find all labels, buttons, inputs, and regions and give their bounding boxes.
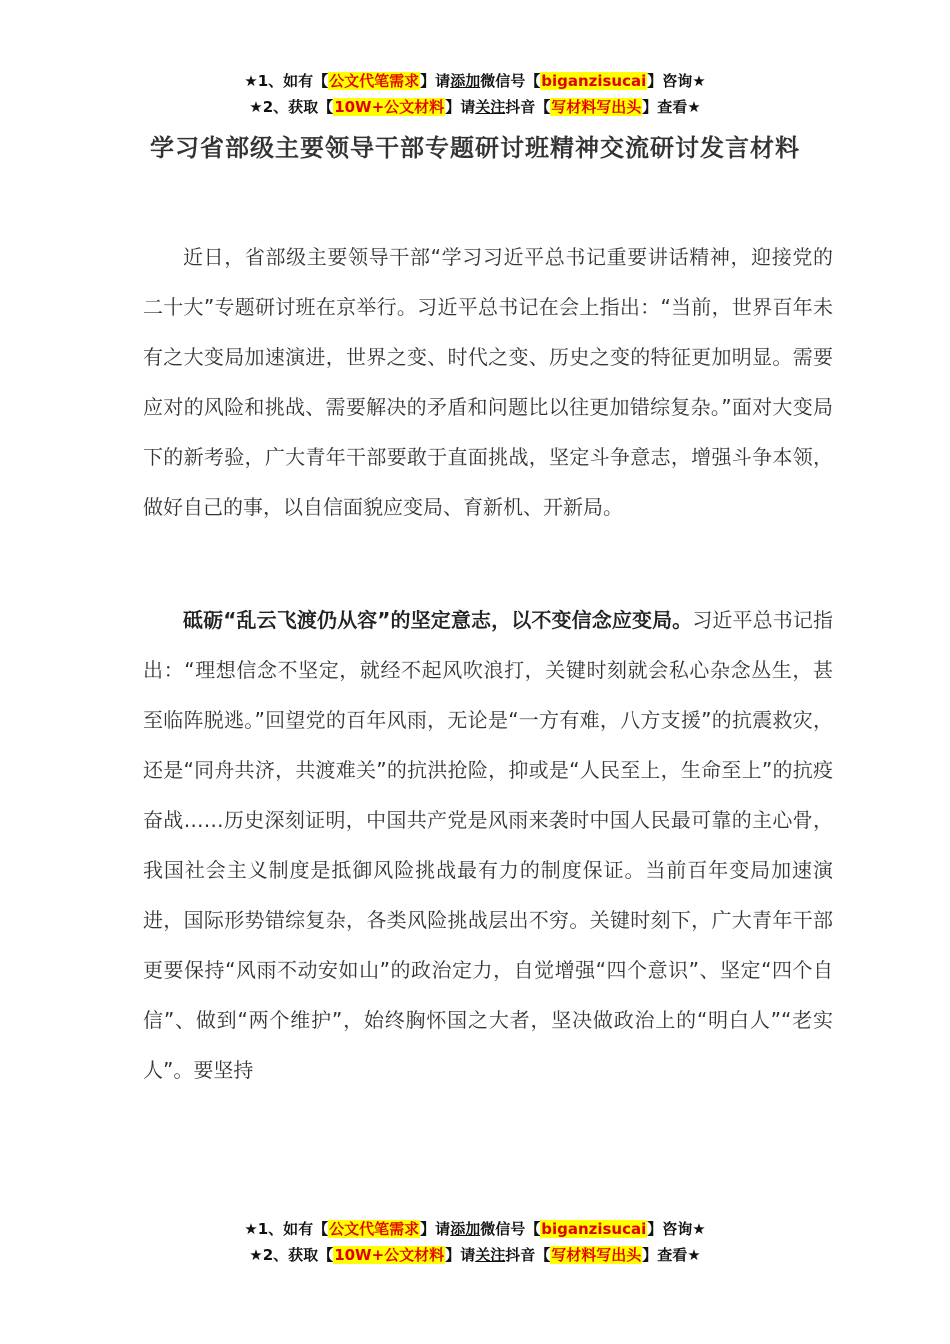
promo-text: 】查看★ (642, 1246, 701, 1264)
promo-highlight: 公文代笔需求 (329, 1220, 420, 1238)
promo-line-1 (0, 1216, 950, 1242)
promo-text: 】请 (420, 72, 451, 90)
promo-highlight: 写材料写出头 (551, 98, 642, 116)
promo-text: 】请 (420, 1220, 451, 1238)
promo-text: ★2、获取【 (249, 98, 334, 116)
promo-highlight: 10W+公文材料 (334, 1246, 445, 1264)
promo-text: 】请 (445, 98, 476, 116)
promo-text: 微信号【 (480, 1220, 541, 1238)
promo-banner-top (0, 68, 950, 120)
section-body-text: 习近平总书记指出：“理想信念不坚定，就经不起风吹浪打，关键时刻就会私心杂念丛生，甚至临阵脱逃。”回望党的百年风雨，无论是“一方有难，八方支援”的抗震救灾，还是“同舟共济，共渡难关”的抗洪抢险，抑或是“人民至上，生命至上”的抗疫奋战……历史深刻证明，中国共产党是风雨来袭时中国人民最可靠的主心骨，我国社会主义制度是抵御风险挑战最有力的制度保证。当前百年变局加速演进，国际形势错综复杂，各类风险挑战层出不穷。关键时刻下，广大青年干部更要保持“风雨不动安如山”的政治定力，自觉增强“四个意识”、坚定“四个自信”、做到“两个维护”，始终胸怀国之大者，坚决做政治上的“明白人”“老实人”。要坚持 (143, 608, 834, 1082)
promo-text: ★1、如有【 (244, 1220, 329, 1238)
promo-underlined: 关注 (475, 1246, 506, 1264)
promo-highlight: 写材料写出头 (551, 1246, 642, 1264)
promo-text: 】查看★ (642, 98, 701, 116)
section-lead-heading: 砥砺“乱云飞渡仍从容”的坚定意志，以不变信念应变局。 (183, 608, 693, 632)
promo-banner-bottom (0, 1216, 950, 1268)
promo-text: 】咨询★ (647, 72, 706, 90)
promo-underlined: 添加 (450, 1220, 481, 1238)
promo-highlight: 10W+公文材料 (334, 98, 445, 116)
paragraph-intro: 近日，省部级主要领导干部“学习习近平总书记重要讲话精神，迎接党的二十大”专题研讨班在京举行。习近平总书记在会上指出：“当前，世界百年未有之大变局加速演进，世界之变、时代之变、历史之变的特征更加明显。需要应对的风险和挑战、需要解决的矛盾和问题比以往更加错综复杂。”面对大变局下的新考验，广大青年干部要敢于直面挑战，坚定斗争意志，增强斗争本领，做好自己的事，以自信面貌应变局、育新机、开新局。 (143, 245, 833, 519)
promo-line-2 (0, 94, 950, 120)
promo-line-2 (0, 1242, 950, 1268)
promo-text: 微信号【 (480, 72, 541, 90)
paragraph-section-1 (143, 595, 833, 1095)
promo-underlined: 添加 (450, 72, 481, 90)
promo-highlight: biganzisucai (541, 1220, 647, 1238)
promo-text: 抖音【 (505, 98, 551, 116)
promo-text: ★2、获取【 (249, 1246, 334, 1264)
document-title: 学习省部级主要领导干部专题研讨班精神交流研讨发言材料 (150, 134, 800, 162)
promo-text: 抖音【 (505, 1246, 551, 1264)
promo-line-1 (0, 68, 950, 94)
promo-underlined: 关注 (475, 98, 506, 116)
promo-text: ★1、如有【 (244, 72, 329, 90)
promo-highlight: biganzisucai (541, 72, 647, 90)
promo-text: 】请 (445, 1246, 476, 1264)
promo-text: 】咨询★ (647, 1220, 706, 1238)
promo-highlight: 公文代笔需求 (329, 72, 420, 90)
